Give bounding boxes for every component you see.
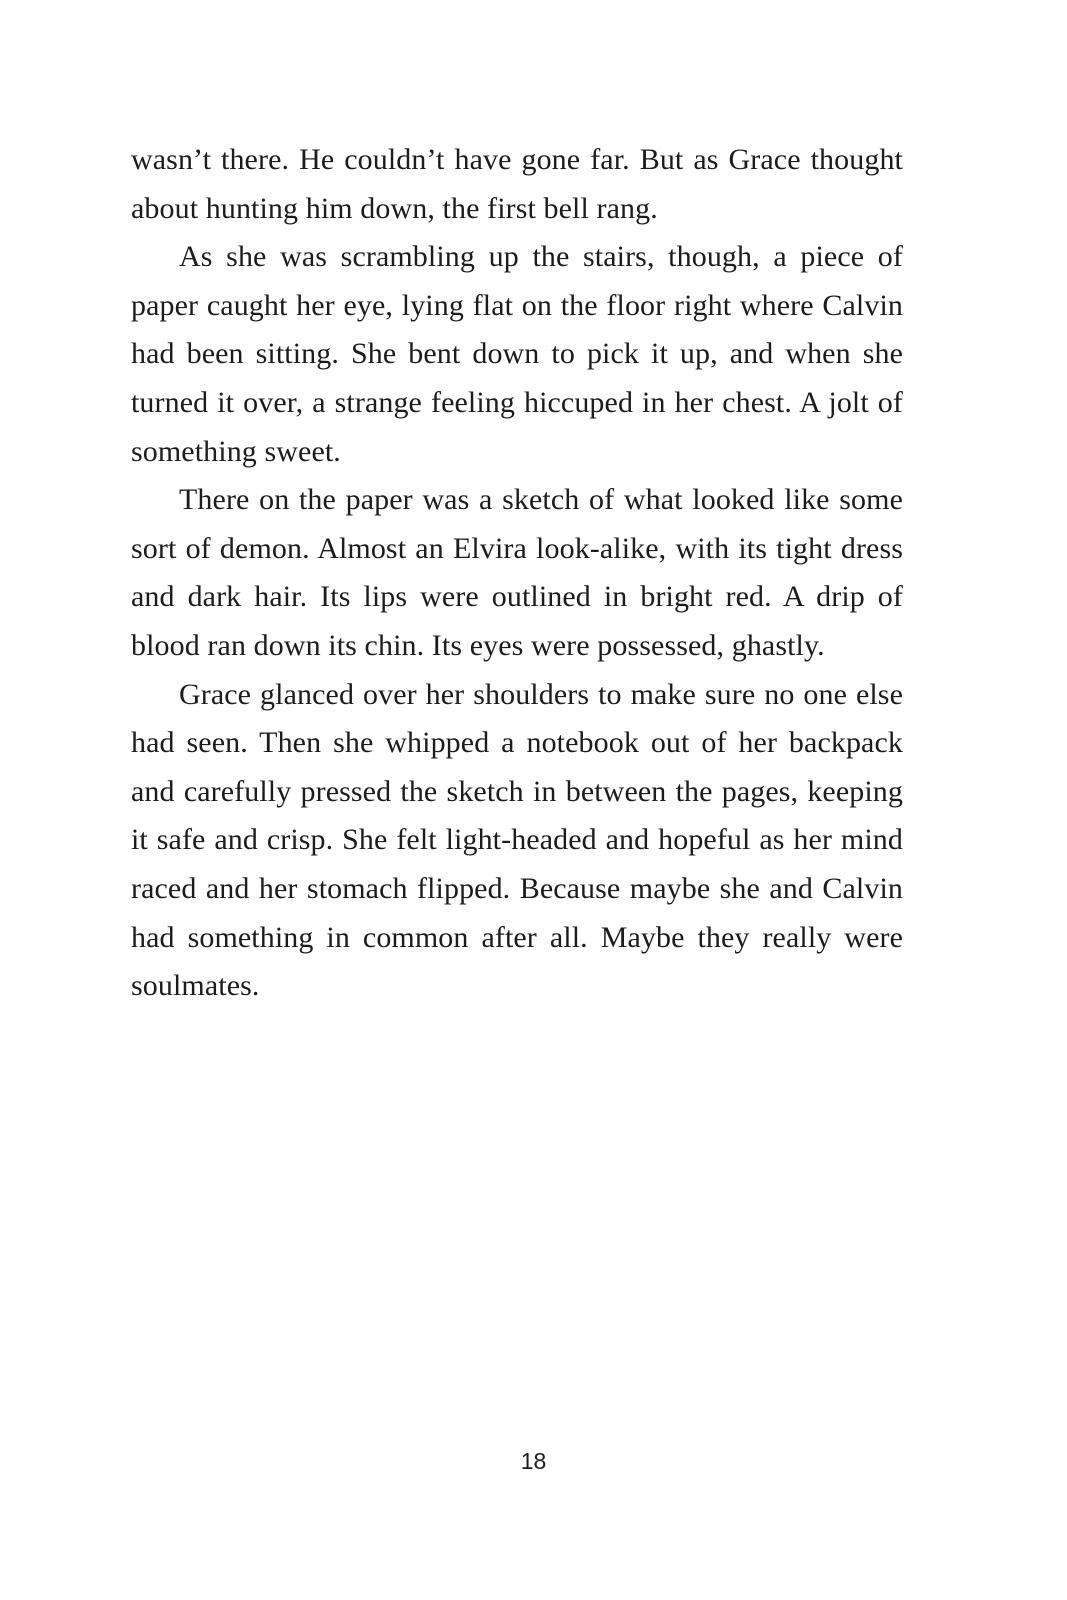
page-number: 18 [520, 1448, 547, 1474]
paragraph-continuation: wasn’t there. He couldn’t have gone far. But as Grace thought about hunting him down, the first bell rang. [131, 143, 903, 225]
page-body-text [131, 136, 903, 1011]
paragraph: There on the paper was a sketch of what looked like some sort of demon. Almost an Elvira look-alike, with its tight dress and dark hair. Its lips were outlined in bright red. A drip of blood ran down its chin. Its eyes were possessed, ghastly. [131, 483, 903, 662]
paragraph: As she was scrambling up the stairs, though, a piece of paper caught her eye, lying flat on the floor right where Calvin had been sitting. She bent down to pick it up, and when she turned it over, a strange feeling hiccuped in her chest. A jolt of something sweet. [131, 240, 903, 468]
paragraph: Grace glanced over her shoulders to make sure no one else had seen. Then she whipped a notebook out of her backpack and carefully pressed the sketch in between the pages, keeping it safe and crisp. She felt light-headed and hopeful as her mind raced and her stomach flipped. Because maybe she and Calvin had something in common after all. Maybe they really were soulmates. [131, 677, 903, 1003]
